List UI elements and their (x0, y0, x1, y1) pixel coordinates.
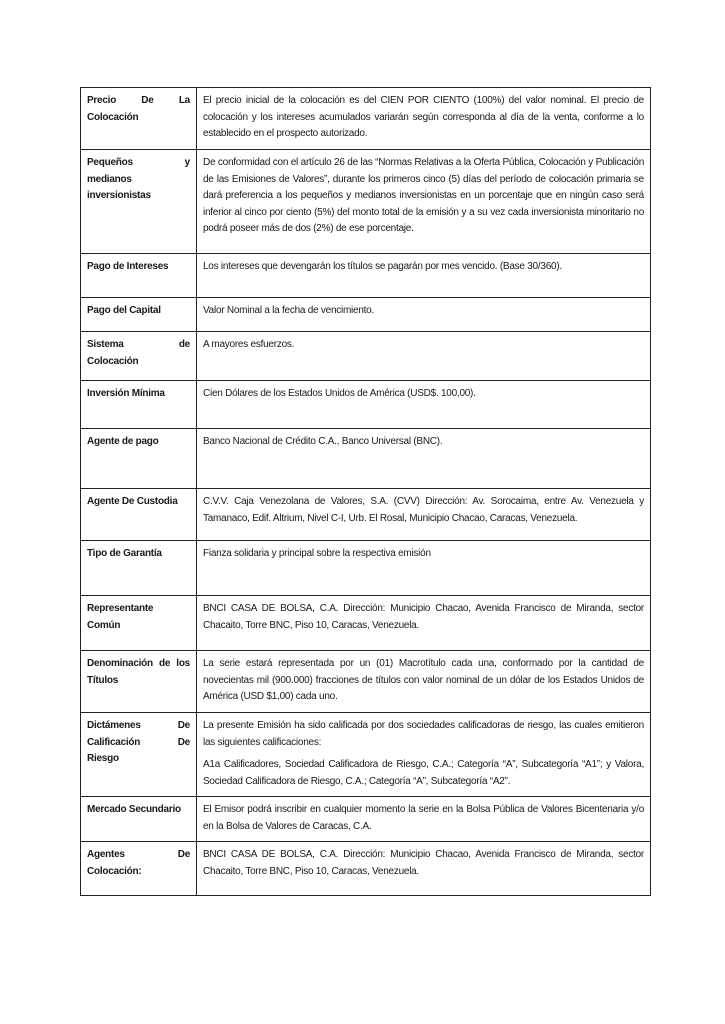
table-row (81, 381, 651, 429)
row-value-cell (197, 651, 651, 713)
row-label-cell (81, 797, 197, 842)
row-label-line: Común (87, 619, 121, 631)
row-value-cell (197, 842, 651, 896)
row-label-cell (81, 713, 197, 797)
row-label-line: Denominación de los (87, 658, 190, 669)
row-label-cell (81, 298, 197, 332)
row-value-paragraph: La serie estará representada por un (01) Macrotítulo cada una, conformado por la cantidad de novecientas mil (900.000) fracciones de títulos con valor nominal de un dólar de los Estados Unidos de América (USD $1,00) cada uno. (203, 658, 644, 702)
table-row (81, 332, 651, 381)
table-row (81, 842, 651, 896)
row-value-cell (197, 381, 651, 429)
row-value-paragraph: A mayores esfuerzos. (203, 339, 295, 350)
row-value-paragraph: Valor Nominal a la fecha de vencimiento. (203, 305, 375, 316)
row-value-cell (197, 429, 651, 489)
terms-table-body (81, 88, 651, 896)
row-value-paragraph: Los intereses que devengarán los títulos se pagarán por mes vencido. (Base 30/360). (203, 261, 562, 272)
table-row (81, 298, 651, 332)
row-label-line: Precio De La (87, 95, 190, 106)
row-value-cell (197, 254, 651, 298)
row-label-cell (81, 842, 197, 896)
row-label-cell (81, 381, 197, 429)
row-label-cell (81, 489, 197, 541)
table-row (81, 596, 651, 651)
table-row (81, 150, 651, 254)
row-value-cell (197, 596, 651, 651)
row-label-cell (81, 596, 197, 651)
row-label-line: Pequeños y (87, 157, 190, 168)
row-label-line: Dictámenes De (87, 720, 190, 731)
table-row (81, 713, 651, 797)
row-value-paragraph: Banco Nacional de Crédito C.A., Banco Universal (BNC). (203, 436, 443, 447)
row-value-paragraph: Cien Dólares de los Estados Unidos de América (USD$. 100,00). (203, 388, 476, 399)
row-label-line: medianos (87, 173, 132, 185)
row-label-line: Agente De Custodia (87, 496, 178, 507)
row-label-line: Sistema de (87, 339, 190, 350)
row-label-cell (81, 254, 197, 298)
row-label-cell (81, 429, 197, 489)
row-label-line: Títulos (87, 674, 119, 686)
row-label-line: Tipo de Garantía (87, 548, 162, 559)
row-label-line: Pago del Capital (87, 305, 161, 316)
row-label-cell (81, 150, 197, 254)
row-label-line: Colocación (87, 355, 139, 367)
row-value-paragraph: BNCI CASA DE BOLSA, C.A. Dirección: Municipio Chacao, Avenida Francisco de Miranda, sector Chacaito, Torre BNC, Piso 10, Caracas, Venezuela. (203, 603, 644, 631)
row-value-paragraph: El Emisor podrá inscribir en cualquier momento la serie en la Bolsa Pública de Valores Bicentenaria y/o en la Bolsa de Valores de Caracas, C.A. (203, 804, 644, 832)
row-value-cell (197, 150, 651, 254)
row-label-line: Representante (87, 603, 154, 614)
row-label-line: Riesgo (87, 753, 119, 764)
emission-terms-table (80, 87, 651, 896)
row-label-line: Mercado Secundario (87, 804, 181, 815)
row-value-cell (197, 541, 651, 596)
row-value-paragraph: C.V.V. Caja Venezolana de Valores, S.A. (CVV) Dirección: Av. Sorocaima, entre Av. Venezuela y Tamanaco, Edif. Altrium, Nivel C-I, Urb. El Rosal, Municipio Chacao, Caracas, Venezuela. (203, 496, 644, 524)
row-value-paragraph: El precio inicial de la colocación es del CIEN POR CIENTO (100%) del valor nominal. El precio de colocación y los intereses acumulados variarán según corresponda al día de la venta, conforme a lo establecido en el prospecto autorizado. (203, 95, 644, 139)
row-value-paragraph: BNCI CASA DE BOLSA, C.A. Dirección: Municipio Chacao, Avenida Francisco de Miranda, sector Chacaito, Torre BNC, Piso 10, Caracas, Venezuela. (203, 849, 644, 877)
row-value-paragraph: Fianza solidaria y principal sobre la respectiva emisión (203, 548, 431, 559)
row-label-line: Agentes De (87, 849, 190, 860)
row-label-line: Inversión Mínima (87, 388, 165, 399)
row-value-cell (197, 298, 651, 332)
table-row (81, 489, 651, 541)
row-label-line: Calificación De (87, 736, 190, 748)
row-label-line: Agente de pago (87, 436, 159, 447)
table-row (81, 541, 651, 596)
row-label-line: inversionistas (87, 190, 151, 201)
row-label-cell (81, 88, 197, 150)
row-label-line: Colocación: (87, 865, 142, 877)
row-value-cell (197, 332, 651, 381)
table-row (81, 797, 651, 842)
row-label-line: Pago de Intereses (87, 261, 169, 272)
row-value-cell (197, 713, 651, 797)
row-label-cell (81, 332, 197, 381)
table-row (81, 254, 651, 298)
row-label-line: Colocación (87, 111, 139, 123)
row-label-cell (81, 541, 197, 596)
row-value-cell (197, 797, 651, 842)
table-row (81, 429, 651, 489)
row-value-paragraph: La presente Emisión ha sido calificada por dos sociedades calificadoras de riesgo, las cuales emitieron las siguientes calificaciones: (203, 720, 644, 748)
row-label-cell (81, 651, 197, 713)
row-value-cell (197, 88, 651, 150)
table-row (81, 88, 651, 150)
table-row (81, 651, 651, 713)
row-value-paragraph: De conformidad con el artículo 26 de las “Normas Relativas a la Oferta Pública, Colocación y Publicación de las Emisiones de Valores”, durante los primeros cinco (5) días del período de colocación primaria se dará preferencia a los pequeños y medianos inversionistas en un porcentaje que en ningún caso será inferior al cinco por ciento (5%) del monto total de la emisión y a su vez cada inversionista minoritario no podrá poseer más de dos (2%) de ese porcentaje. (203, 157, 644, 234)
row-value-paragraph: A1a Calificadores, Sociedad Calificadora de Riesgo, C.A.; Categoría “A”, Subcategoría “A1”; y Valora, Sociedad Calificadora de Riesgo, C.A.; Categoría “A”, Subcategoría “A2”. (203, 759, 644, 787)
row-value-cell (197, 489, 651, 541)
